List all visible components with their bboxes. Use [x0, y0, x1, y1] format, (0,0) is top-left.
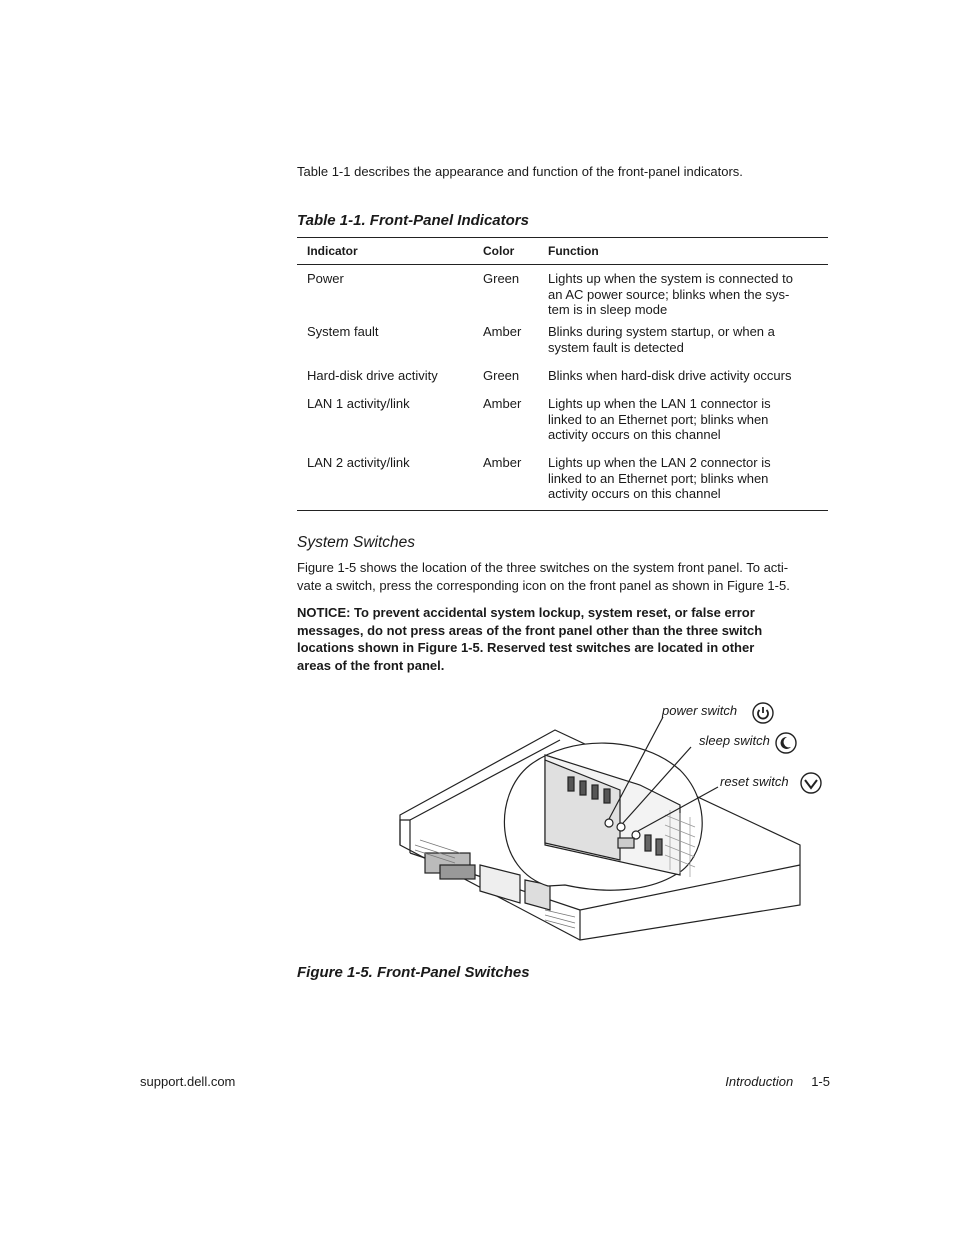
figure-caption: Figure 1-5. Front-Panel Switches: [297, 964, 530, 981]
footer-section: Introduction: [725, 1074, 794, 1089]
table-row: [297, 324, 828, 368]
section-paragraph: [297, 559, 832, 594]
function-line: Blinks when hard-disk drive activity occurs: [548, 368, 792, 383]
function-line: an AC power source; blinks when the sys-: [548, 286, 790, 302]
table-row: [297, 396, 828, 455]
section-title: System Switches: [297, 534, 416, 551]
cell-function: [538, 368, 828, 396]
function-line: tem is in sleep mode: [548, 302, 668, 317]
cell-color: Green: [483, 368, 520, 383]
cell-indicator: System fault: [307, 324, 379, 339]
notice-line: messages, do not press areas of the front panel other than the three switch: [297, 622, 763, 638]
table-row: [297, 368, 828, 396]
cell-function: [538, 324, 828, 368]
indicators-table: [297, 237, 828, 511]
footer-page-info: [690, 1074, 830, 1089]
sleep-icon: [775, 732, 797, 754]
cell-function: [538, 396, 828, 455]
reset-icon: [800, 772, 822, 794]
function-line: linked to an Ethernet port; blinks when: [548, 470, 769, 486]
function-line: Lights up when the system is connected to: [548, 271, 793, 286]
table-caption: Table 1-1. Front-Panel Indicators: [297, 212, 529, 229]
cell-color: Green: [483, 271, 520, 286]
notice-paragraph: [297, 604, 832, 674]
cell-color: Amber: [483, 455, 522, 470]
sleep-switch-label: sleep switch: [699, 733, 770, 748]
function-line: Blinks during system startup, or when a: [548, 324, 775, 339]
table-row: [297, 265, 828, 324]
header-color: Color: [483, 244, 515, 258]
cell-color: Amber: [483, 324, 522, 339]
footer-page-number: 1-5: [811, 1074, 830, 1089]
intro-text: Table 1-1 describes the appearance and function of the front-panel indicators.: [297, 164, 743, 179]
notice-line: locations shown in Figure 1-5. Reserved test switches are located in other: [297, 640, 755, 655]
power-switch-label: power switch: [662, 703, 738, 718]
cell-function: [538, 455, 828, 510]
function-line: linked to an Ethernet port; blinks when: [548, 411, 769, 427]
table-header-row: [297, 238, 828, 265]
cell-indicator: Power: [307, 271, 344, 286]
cell-function: [538, 271, 828, 324]
cell-indicator: LAN 1 activity/link: [307, 396, 410, 411]
header-function: Function: [548, 244, 599, 258]
function-line: activity occurs on this channel: [548, 486, 721, 501]
paragraph-line: vate a switch, press the corresponding icon on the front panel as shown in Figure 1-5.: [297, 577, 790, 593]
footer-url: support.dell.com: [140, 1074, 236, 1089]
paragraph-line: Figure 1-5 shows the location of the three switches on the system front panel. To acti-: [297, 560, 789, 575]
function-line: Lights up when the LAN 2 connector is: [548, 455, 771, 470]
function-line: system fault is detected: [548, 339, 684, 355]
power-icon: [752, 702, 774, 724]
function-line: activity occurs on this channel: [548, 427, 721, 442]
cell-indicator: Hard-disk drive activity: [307, 368, 438, 383]
reset-switch-label: reset switch: [720, 774, 789, 789]
notice-line: NOTICE: To prevent accidental system lockup, system reset, or false error: [297, 605, 755, 620]
notice-line: areas of the front panel.: [297, 657, 445, 673]
header-indicator: Indicator: [307, 244, 358, 258]
cell-indicator: LAN 2 activity/link: [307, 455, 410, 470]
table-row: [297, 455, 828, 510]
cell-color: Amber: [483, 396, 522, 411]
function-line: Lights up when the LAN 1 connector is: [548, 396, 771, 411]
